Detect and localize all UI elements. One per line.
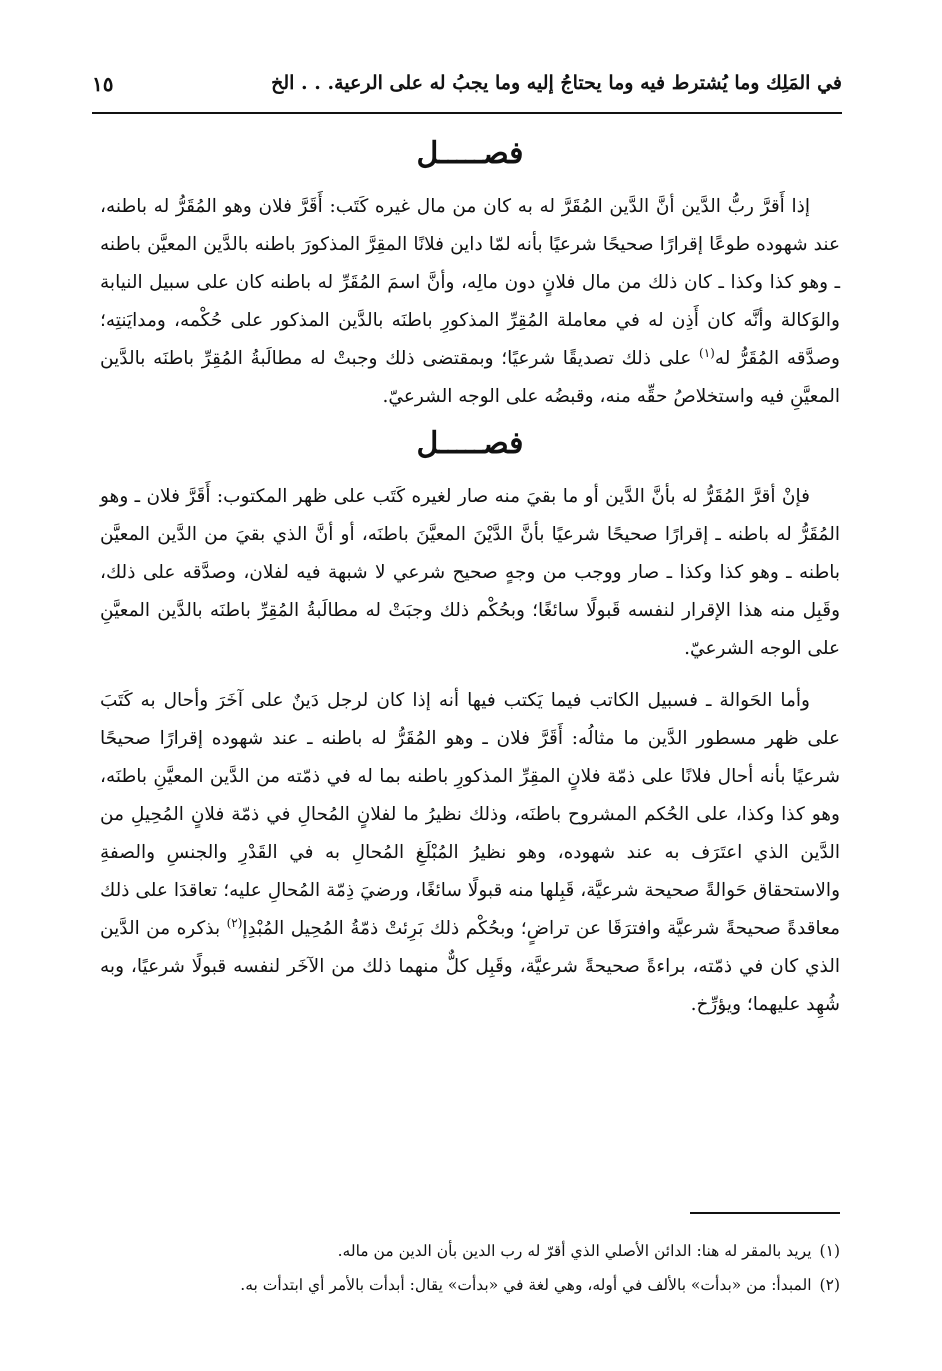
paragraph-text: وأما الحَوالة ـ فسبيل الكاتب فيما يَكتب فيها أنه إذا كان لرجل دَينٌ على آخَرَ وأحال به كَتَبَ على ظهر مسطور الدَّين ما مثالُه: أَقَرَّ فلان ـ وهو المُقَرُّ له باطنه ـ عند شهوده إقرارًا صحيحًا شرعيًا بأنه أحال فلانًا على ذمّة فلانٍ المقِرِّ المذكورِ باطنه بما له في ذمّته من الدَّين المعيَّنِ باطنَه، وهو كذا وكذا، على الحُكم المشروح باطنَه، وذلك نظيرُ ما لفلانٍ المُحالِ في ذمّة فلانٍ المُحِيلِ من الدَّين الذي اعتَرَف به عند شهوده، وهو نظيرُ المُبْلَغِ المُحالِ به في القَدْرِ والجنسِ والصفةِ والاستحقاق حَوالةً صحيحة شرعيَّة، قَبِلها منه قبولًا سائغًا، ورضيَ ذِمّة المُحالِ عليه؛ تعاقدَا على ذلك معاقدةً صحيحةً شرعيَّة وافترَقَا عن تراضٍ؛ وبحُكْم ذلك بَرِئتْ ذمّةُ المُحِيل المُبْدِإ [100, 690, 841, 939]
footnote-number: (٢) [819, 1276, 840, 1294]
paragraph: فإنْ أقرَّ المُقَرُّ له بأنَّ الدَّين أو ما بقيَ منه صار لغيره كَتَب على ظهر المكتوب: أَقَرَّ فلان ـ وهو المُقَرُّ له باطنه ـ إقرارًا صحيحًا شرعيًا بأنَّ الدَّيْنَ المعيَّنَ باطنَه، أو أنَّ الذي بقيَ من الدَّين المعيَّن باطنه ـ وهو كذا وكذا ـ صار ووجب من وجهٍ صحيح شرعي لا شبهة فيه لفلان، وصدَّقه على ذلك، وقَبِل منه هذا الإقرار لنفسه قَبولًا سائغًا؛ وبحُكْم ذلك وجبَتْ له مطالَبةُ المُقِرِّ باطنَه بالدَّين المعيَّنِ على الوجه الشرعيّ. [100, 486, 840, 659]
footnote [100, 1268, 840, 1302]
main-text [100, 134, 840, 1024]
footnote-number: (١) [819, 1242, 840, 1260]
page-number: ١٥ [92, 72, 114, 96]
running-header [92, 72, 842, 108]
paragraph [100, 682, 840, 1024]
footnote [100, 1234, 840, 1268]
footnote-reference: (٢) [226, 915, 243, 930]
paragraph [100, 188, 840, 416]
running-title: في المَلِك وما يُشترط فيه وما يحتاجُ إليه وما يجبُ له على الرعية. . . الخ [271, 72, 842, 94]
footnotes [100, 1234, 840, 1302]
paragraph-text: بذكره من الدَّين الذي كان في ذمّته، براءةً صحيحةً شرعيَّة، وقَبِل كلٌّ منهما ذلك من الآخَر لنفسه قبولًا شرعيًا، وبه شُهِد عليهما؛ ويؤرِّخ. [100, 918, 840, 1015]
footnote-text: المبدأ: من «بدأت» بالألف في أوله، وهي لغة في «بدأت» يقال: أبدأت بالأمر أي ابتدأت به. [240, 1276, 812, 1294]
section-heading: فصـــــل [416, 426, 524, 461]
footnote-text: يريد بالمقر له هنا: الدائن الأصلي الذي أقرّ له رب الدين بأن الدين من ماله. [337, 1242, 812, 1260]
paragraph-text: على ذلك تصديقًا شرعيًا؛ وبمقتضى ذلك وجبتْ له مطالَبةُ المُقِرِّ باطنَه بالدَّين المعيَّنِ فيه واستخلاصُ حقِّه منه، وقبضُه على الوجه الشرعيّ. [100, 348, 840, 407]
section-heading: فصـــــل [416, 136, 524, 171]
header-rule [92, 112, 842, 114]
paragraph-text: إذا أَقرَّ ربُّ الدَّين أنَّ الدَّين المُقَرَّ له به كان من مال غيره كَتَب: أَقَرَّ فلان وهو المُقَرُّ له باطنه، عند شهوده طوعًا إقرارًا صحيحًا شرعيًا بأنه لمّا داين فلانًا المقِرَّ المذكورَ باطنه بالدَّين المعيَّن باطنه ـ وهو كذا وكذا ـ كان ذلك من مال فلانٍ دون مالِه، وأنَّ اسمَ المُقَرِّ له باطنه كان على سبيل النيابة والوَكالة وأنَّه كان أَذِن له في معاملة المُقِرِّ المذكورِ باطنَه بالدَّين المذكور على حُكْمه، ومدايَنتِه؛ وصدَّقه المُقَرُّ له [100, 196, 840, 369]
footnote-reference: (١) [699, 345, 715, 360]
footnote-rule [690, 1212, 840, 1214]
